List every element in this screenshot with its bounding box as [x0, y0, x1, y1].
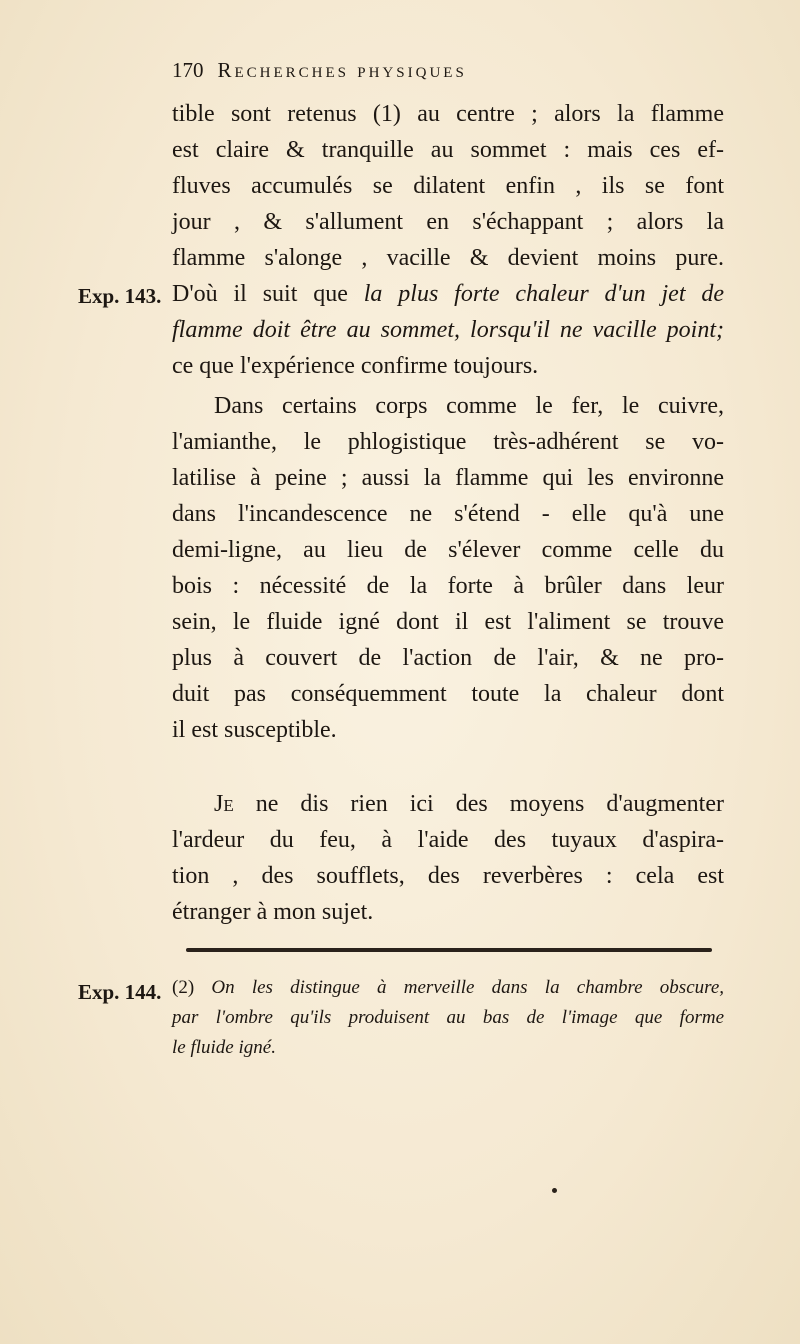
text-line — [172, 282, 724, 306]
text-line: Dans certains corps comme le fer, le cuivre, — [214, 393, 724, 419]
text-line: plus à couvert de l'action de l'air, & ne pro- — [172, 645, 724, 671]
text-line: duit pas conséquemment toute la chaleur dont — [172, 681, 724, 707]
text-line: jour , & s'allument en s'échappant ; alors la — [172, 209, 724, 235]
footnote-line: le fluide igné. — [172, 1037, 276, 1058]
footnote-text: On les distingue à merveille dans la chambre obscure, — [211, 977, 725, 998]
page-number: 170 — [172, 58, 204, 82]
margin-note-exp-143: Exp. 143. — [78, 284, 162, 308]
text-line — [214, 792, 724, 816]
footnote-line — [172, 978, 724, 997]
text-line: dans l'incandescence ne s'étend - elle qu'à une — [172, 501, 724, 527]
text-span: D'où il suit que — [172, 281, 364, 307]
footnote-line: par l'ombre qu'ils produisent au bas de l'image que forme — [172, 1007, 724, 1028]
text-line: est claire & tranquille au sommet : mais ces ef- — [172, 137, 724, 163]
text-line: demi-ligne, au lieu de s'élever comme celle du — [172, 537, 724, 563]
ink-speck — [552, 1188, 557, 1193]
text-line: l'amianthe, le phlogistique très-adhérent se vo- — [172, 429, 724, 455]
text-span: ne dis rien ici des moyens d'augmenter — [233, 791, 724, 817]
text-line: latilise à peine ; aussi la flamme qui les environne — [172, 465, 724, 491]
text-line: sein, le fluide igné dont il est l'aliment se trouve — [172, 609, 724, 635]
text-line: il est susceptible. — [172, 717, 337, 743]
text-line: flamme s'alonge , vacille & devient moins pure. — [172, 245, 724, 271]
dropcap-word: Je — [214, 791, 234, 817]
text-line: l'ardeur du feu, à l'aide des tuyaux d'aspira- — [172, 827, 724, 853]
footnote-rule — [186, 948, 712, 952]
text-line: fluves accumulés se dilatent enfin , ils se font — [172, 173, 724, 199]
text-line: tible sont retenus (1) au centre ; alors la flamme — [172, 101, 724, 127]
footnote-marker: (2) — [172, 977, 195, 998]
running-header — [172, 58, 692, 83]
text-line: tion , des soufflets, des reverbères : cela est — [172, 863, 724, 889]
text-line: étranger à mon sujet. — [172, 899, 374, 925]
running-title: Recherches physiques — [217, 58, 467, 82]
italic-text-line: flamme doit être au sommet, lorsqu'il ne vacille point; — [172, 317, 724, 343]
text-line: ce que l'expérience confirme toujours. — [172, 353, 539, 379]
margin-note-exp-144: Exp. 144. — [78, 980, 162, 1004]
italic-text: la plus forte chaleur d'un jet de — [363, 281, 725, 307]
text-line: bois : nécessité de la forte à brûler dans leur — [172, 573, 724, 599]
